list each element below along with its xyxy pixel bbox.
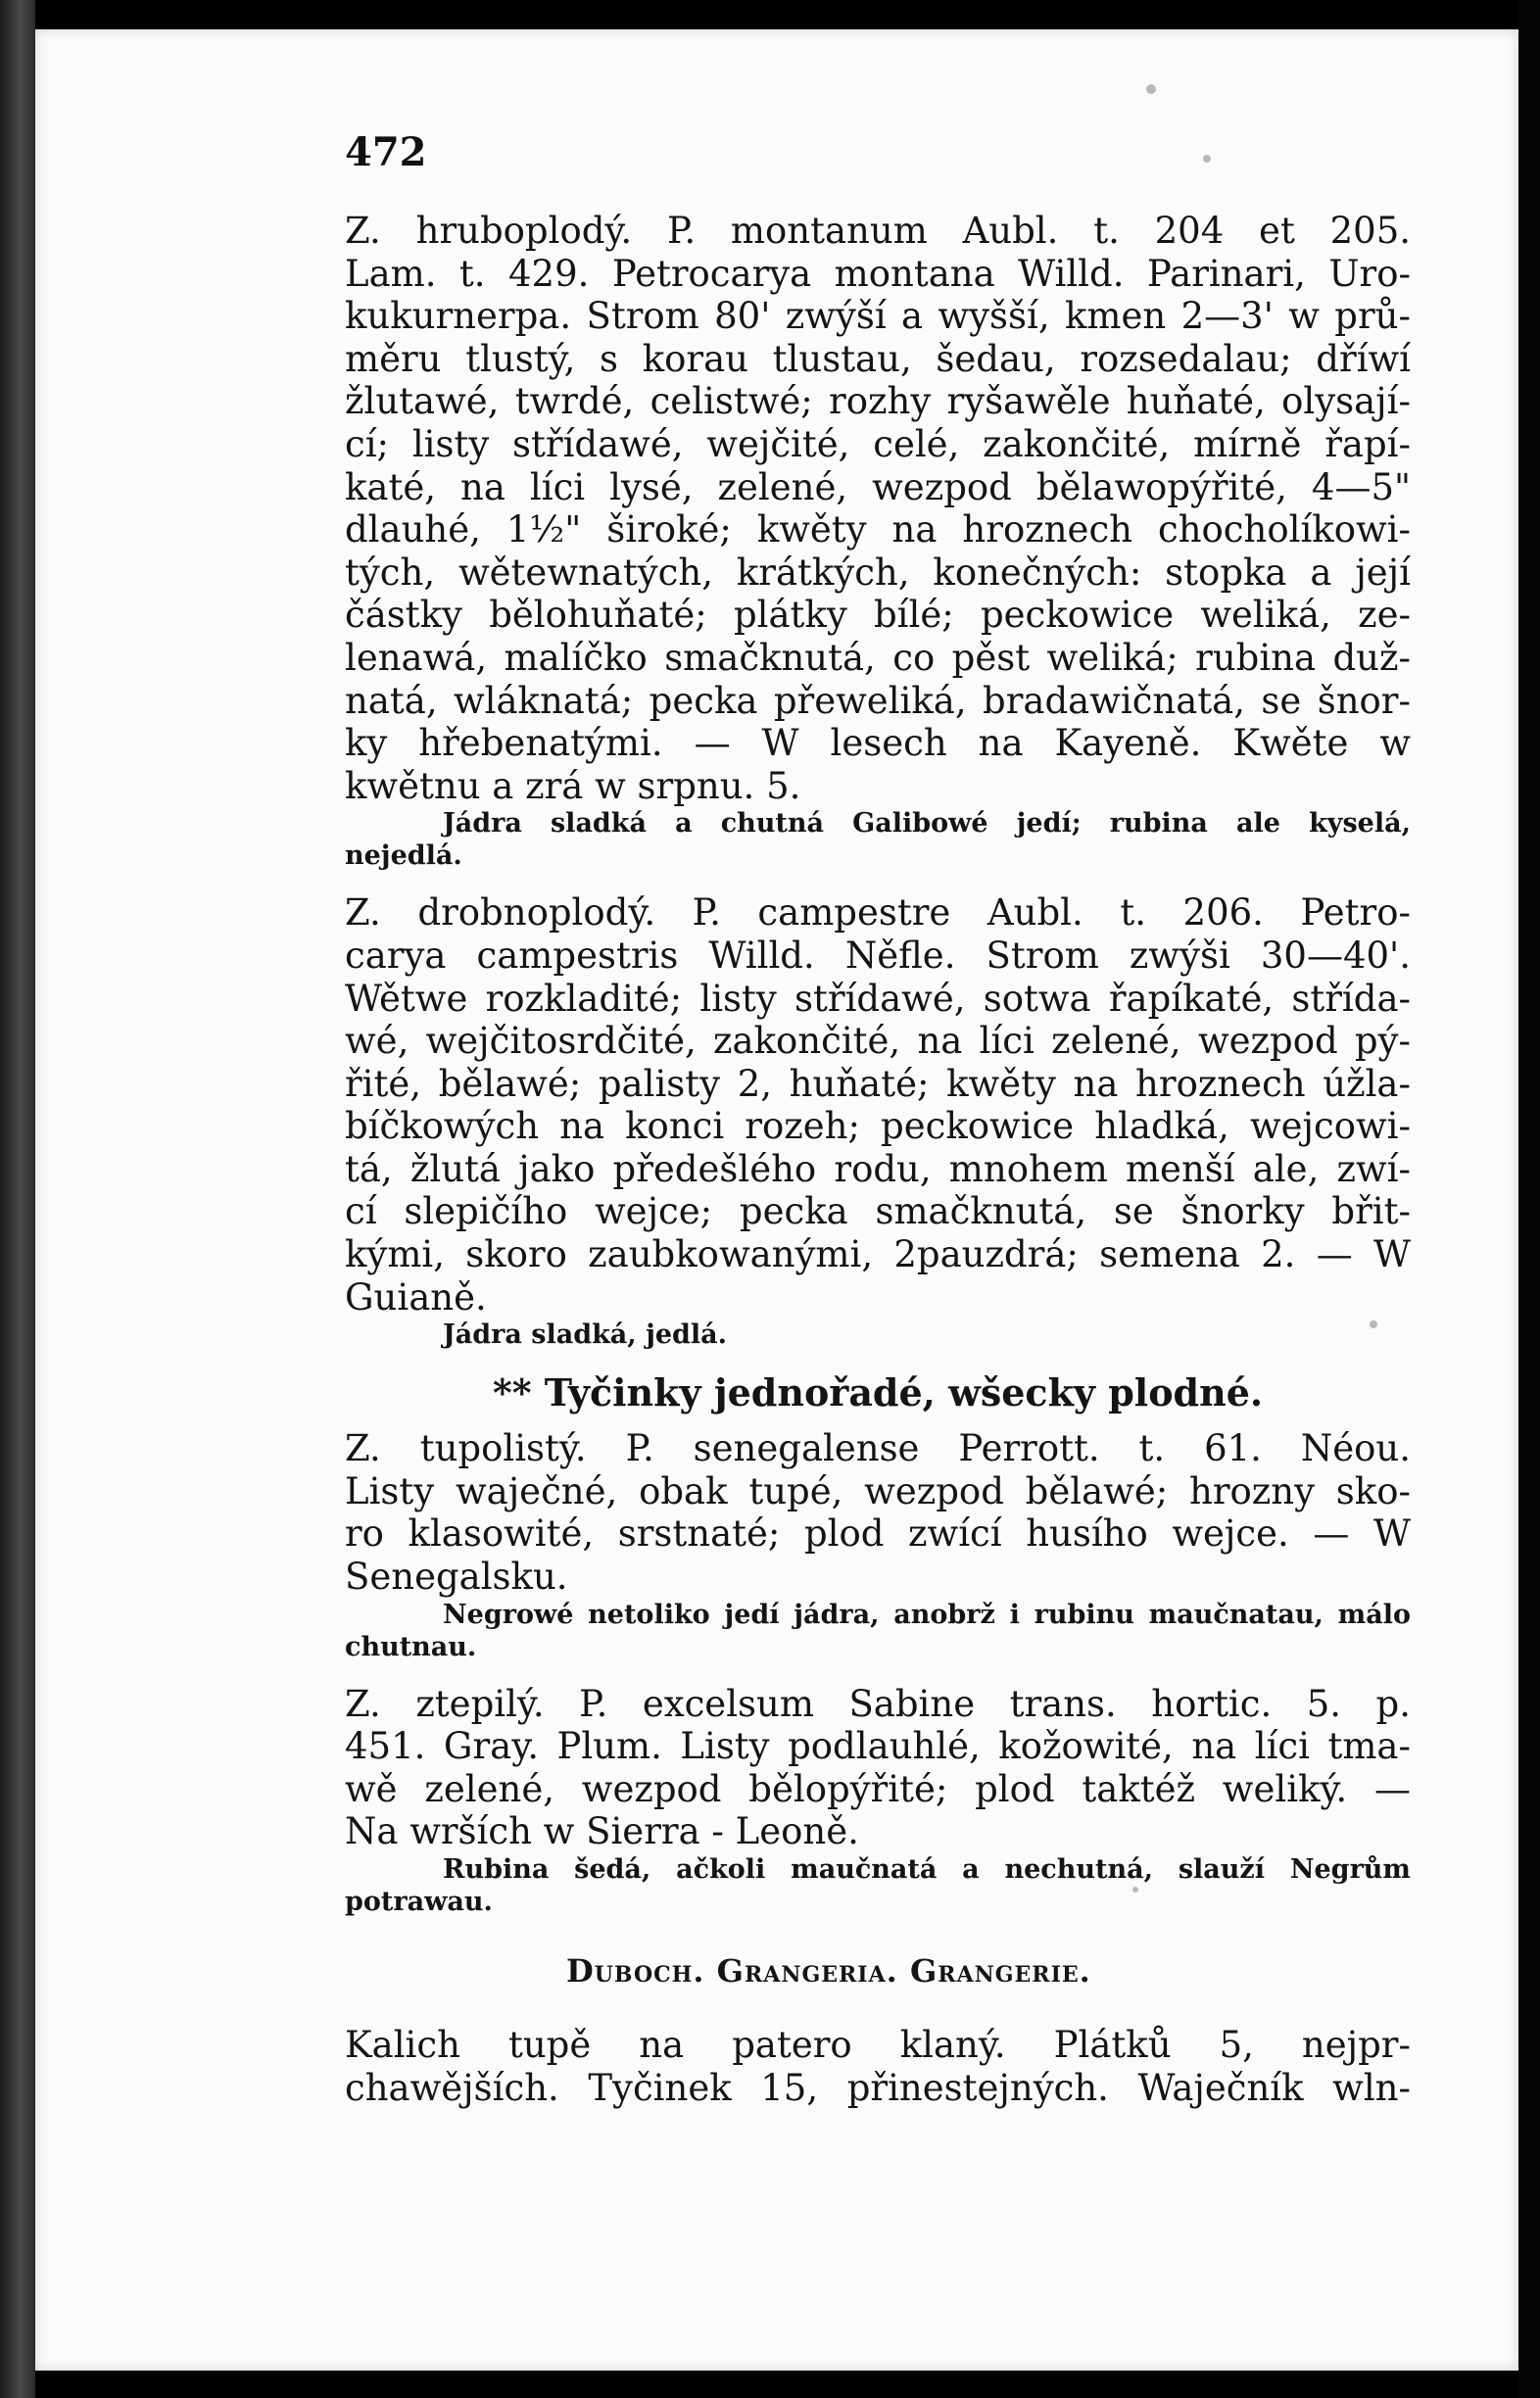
text-line: 451. Gray. Plum. Listy podlauhlé, kožowité, na líci tma- <box>345 1725 1411 1768</box>
text-line: žlutawé, twrdé, celistwé; rozhy ryšawěle huňaté, olysají- <box>345 380 1411 423</box>
footnote-tupolisty <box>345 1599 1411 1663</box>
text-line: kukurnerpa. Strom 80' zwýší a wyšší, kmen 2—3' w prů- <box>345 295 1411 338</box>
genus-description <box>345 2024 1411 2109</box>
text-line: kými, skoro zaubkowanými, 2pauzdrá; semena 2. — W <box>345 1233 1411 1276</box>
text-line: Wětwe rozkladité; listy střídawé, sotwa řapíkaté, střída- <box>345 977 1411 1020</box>
section-heading: ** Tyčinky jednořadé, wšecky plodné. <box>492 1370 1264 1415</box>
note-line: Jádra sladká a chutná Galibowé jedí; rubina ale kyselá, <box>443 808 1411 839</box>
text-line: Na wrších w Sierra - Leoně. <box>345 1810 859 1853</box>
text-line: dlauhé, 1½" široké; kwěty na hroznech chocholíkowi- <box>345 508 1411 552</box>
text-line: měru tlustý, s korau tlustau, šedau, rozsedalau; dříwí <box>345 337 1411 380</box>
text-line: katé, na líci lysé, zelené, wezpod bělawopýřité, 4—5" <box>345 465 1411 508</box>
text-line: bíčkowých na konci rozeh; peckowice hladká, wejcowi- <box>345 1105 1411 1148</box>
text-line: carya campestris Willd. Něfle. Strom zwýši 30—40'. <box>345 934 1411 977</box>
footnote-hruboplody <box>345 807 1411 872</box>
text-line: Z. drobnoplodý. P. campestre Aubl. t. 206. Petro- <box>345 891 1411 935</box>
text-line: wé, wejčitosrdčité, zakončité, na líci zelené, wezpod pý- <box>345 1020 1411 1063</box>
species-paragraph-hruboplody <box>345 210 1411 807</box>
text-line: ro klasowité, srstnaté; plod zwící husího wejce. — W <box>345 1512 1411 1556</box>
text-line: cí slepičího wejce; pecka smačknutá, se šnorky břit- <box>345 1190 1411 1233</box>
text-line: řité, bělawé; palisty 2, huňaté; kwěty na hroznech úžla- <box>345 1062 1411 1105</box>
scan-border-right <box>1518 0 1540 2398</box>
text-line: ky hřebenatými. — W lesech na Kayeně. Kwěte w <box>345 722 1411 765</box>
note-line: Rubina šedá, ačkoli maučnatá a nechutná, slauží Negrům <box>443 1854 1411 1885</box>
paper-speck <box>1146 84 1156 94</box>
genus-heading: Duboch. Grangeria. Grangerie. <box>566 1952 1091 1990</box>
text-line: Listy waječné, obak tupé, wezpod bělawé; hrozny sko- <box>345 1469 1411 1512</box>
text-line: kwětnu a zrá w srpnu. 5. <box>345 764 801 807</box>
text-line: Kalich tupě na patero klaný. Plátků 5, nejpr- <box>345 2024 1411 2066</box>
species-paragraph-tupolisty <box>345 1427 1411 1598</box>
paper-speck <box>1203 155 1211 163</box>
footnote-ztepily <box>345 1853 1411 1918</box>
text-line: lenawá, malíčko smačknutá, co pěst weliká; rubina duž- <box>345 636 1411 679</box>
text-line: tá, žlutá jako předešlého rodu, mnohem menší ale, zwí- <box>345 1147 1411 1190</box>
note-line: Negrowé netoliko jedí jádra, anobrž i rubinu maučnatau, málo <box>443 1599 1411 1630</box>
footnote-drobnoplody <box>345 1319 1411 1351</box>
text-line: Lam. t. 429. Petrocarya montana Willd. Parinari, Uro- <box>345 252 1411 295</box>
note-line: chutnau. <box>345 1631 477 1662</box>
text-line: natá, wláknatá; pecka přeweliká, bradawičnatá, se šnor- <box>345 679 1411 722</box>
text-line: wě zelené, wezpod bělopýřité; plod taktéž weliký. — <box>345 1767 1411 1810</box>
note-line: potrawau. <box>345 1887 493 1917</box>
note-line: nejedlá. <box>345 840 462 872</box>
species-paragraph-ztepily <box>345 1683 1411 1853</box>
text-line: Guianě. <box>345 1275 487 1319</box>
text-line: Z. tupolistý. P. senegalense Perrott. t. 61. Néou. <box>345 1427 1411 1470</box>
page-number: 472 <box>345 129 427 175</box>
text-line: cí; listy střídawé, wejčité, celé, zakončité, mírně řapí- <box>345 422 1411 465</box>
text-line: tých, wětewnatých, krátkých, konečných: stopka a její <box>345 551 1411 594</box>
text-line: částky bělohuňaté; plátky bílé; peckowice weliká, ze- <box>345 594 1411 637</box>
text-line: chawějších. Tyčinek 15, přinestejných. Waječník wln- <box>345 2066 1411 2109</box>
text-line: Z. hruboplodý. P. montanum Aubl. t. 204 et 205. <box>345 210 1411 252</box>
note-line: Jádra sladká, jedlá. <box>443 1319 728 1351</box>
page-body <box>345 210 1411 2109</box>
text-line: Z. ztepilý. P. excelsum Sabine trans. hortic. 5. p. <box>345 1682 1411 1725</box>
species-paragraph-drobnoplody <box>345 891 1411 1319</box>
book-binding-edge <box>0 0 35 2398</box>
text-line: Senegalsku. <box>345 1556 568 1599</box>
